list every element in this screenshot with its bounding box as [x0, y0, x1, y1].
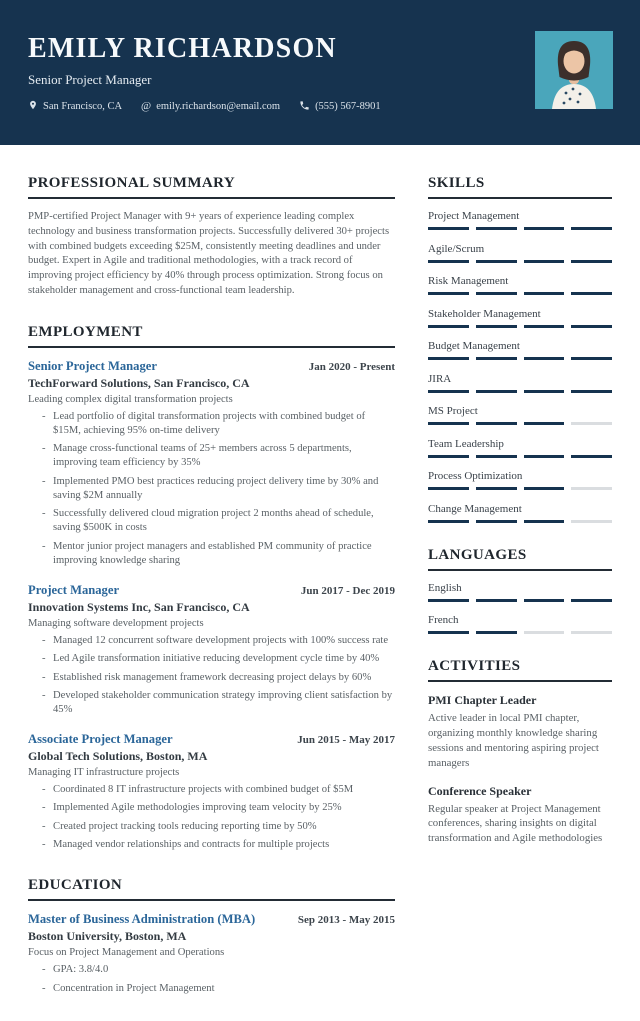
education-description: Focus on Project Management and Operations	[28, 947, 225, 959]
skills-section	[428, 175, 612, 523]
skill-level-bar	[428, 260, 612, 263]
language-label: French	[428, 614, 459, 626]
job-company: Global Tech Solutions, Boston, MA	[28, 749, 208, 763]
skill-label: Project Management	[428, 210, 520, 222]
job-description: Managing software development projects	[28, 617, 204, 629]
skill-item	[428, 438, 612, 458]
job-company: Innovation Systems Inc, San Francisco, CA	[28, 599, 250, 614]
job-bullet: - Mentor junior project managers and established PM community of practice improving knowledge sharing	[42, 540, 395, 568]
job-title: Project Manager	[28, 582, 120, 597]
email-text: emily.richardson@email.com	[156, 101, 281, 112]
job-bullet: - Manage cross-functional teams of 25+ members across 5 departments, improving team efficiency by 35%	[42, 442, 395, 470]
location-pin-icon	[28, 99, 38, 114]
activity-text: Regular speaker at Project Management conferences, sharing insights on digital transformation and Agile methodologies	[428, 802, 603, 845]
job-entry	[28, 583, 395, 717]
person-job-title: Senior Project Manager	[28, 72, 152, 87]
skill-item	[428, 275, 612, 295]
job-bullet: - Created project tracking tools reducing reporting time by 50%	[42, 820, 395, 834]
languages-section	[428, 547, 612, 635]
skill-item	[428, 308, 612, 328]
job-bullet: - Successfully delivered cloud migration project 2 months ahead of schedule, saving $500K in costs	[42, 507, 395, 535]
skill-item	[428, 405, 612, 425]
education-date: Sep 2013 - May 2015	[297, 914, 395, 927]
language-level-bar	[428, 631, 612, 634]
skill-item	[428, 210, 612, 230]
activities-section	[428, 658, 612, 846]
contact-location	[28, 99, 122, 114]
employment-section	[28, 324, 395, 852]
skill-label: MS Project	[428, 405, 478, 417]
email-at-icon: @	[141, 100, 152, 112]
language-item	[428, 614, 612, 634]
education-bullet: - Concentration in Project Management	[42, 982, 395, 996]
education-heading: EDUCATION	[28, 877, 395, 901]
job-description: Managing IT infrastructure projects	[28, 767, 180, 778]
skill-level-bar	[428, 292, 612, 295]
skill-item	[428, 243, 612, 263]
job-entry	[28, 732, 395, 852]
skill-level-bar	[428, 520, 612, 523]
activity-item	[428, 784, 612, 847]
job-date: Jun 2015 - May 2017	[297, 734, 395, 746]
skill-label: Change Management	[428, 502, 522, 515]
summary-text: PMP-certified Project Manager with 9+ years of experience leading complex technology and business transformation projects. Successfully delivered 30+ projects with combined budgets exceeding $25M, consistently meeting deadlines and under budget. Expert in Agile and traditional methodologies, with a track record of improving project efficiency by 40% through process optimization. Strong focus on stakeholder management and cross-functional team leadership.	[28, 211, 390, 297]
job-entry	[28, 359, 395, 568]
job-company: TechForward Solutions, San Francisco, CA	[28, 375, 250, 390]
job-bullet: - Developed stakeholder communication strategy improving client satisfaction by 45%	[42, 689, 395, 717]
job-bullet: - Established risk management framework decreasing project delays by 60%	[42, 671, 395, 685]
job-bullet: - Led Agile transformation initiative reducing development cycle time by 40%	[42, 652, 395, 666]
job-bullet: - Implemented PMO best practices reducing project delivery time by 30% and saving $2M annually	[42, 475, 395, 503]
skill-item	[428, 373, 612, 393]
skill-label: Risk Management	[428, 275, 509, 287]
job-bullet: - Implemented Agile methodologies improving team velocity by 25%	[42, 801, 395, 815]
language-label: English	[428, 581, 462, 594]
activity-text: Active leader in local PMI chapter, organizing monthly knowledge sharing sessions and mentoring aspiring project managers	[428, 712, 599, 769]
phone-text: (555) 567-8901	[315, 101, 381, 112]
job-bullet-list	[42, 634, 395, 717]
summary-heading: PROFESSIONAL SUMMARY	[28, 175, 395, 199]
skill-item	[428, 340, 612, 360]
job-bullet: - Managed 12 concurrent software development projects with 100% success rate	[42, 634, 395, 648]
job-description: Leading complex digital transformation projects	[28, 393, 233, 405]
skill-level-bar	[428, 357, 612, 360]
skill-label: Team Leadership	[428, 437, 504, 450]
languages-heading: LANGUAGES	[428, 547, 612, 571]
skill-label: Stakeholder Management	[428, 307, 541, 320]
school-name: Boston University, Boston, MA	[28, 929, 187, 944]
job-title: Associate Project Manager	[28, 732, 173, 746]
job-bullet: - Coordinated 8 IT infrastructure projects with combined budget of $5M	[42, 783, 395, 797]
skill-item	[428, 503, 612, 523]
skill-label: Agile/Scrum	[428, 242, 485, 255]
skill-label: Budget Management	[428, 340, 520, 352]
person-name: EMILY RICHARDSON	[28, 33, 337, 64]
job-date: Jan 2020 - Present	[308, 360, 395, 373]
job-bullet-list	[42, 783, 395, 852]
contact-phone	[299, 100, 381, 114]
activity-title: Conference Speaker	[428, 783, 532, 798]
summary-section	[28, 175, 395, 299]
skill-label: Process Optimization	[428, 470, 523, 482]
language-item	[428, 582, 612, 602]
skill-label: JIRA	[428, 372, 452, 385]
education-bullet: - GPA: 3.8/4.0	[42, 963, 395, 977]
education-entry	[28, 912, 395, 995]
skills-heading: SKILLS	[428, 175, 612, 199]
activity-title: PMI Chapter Leader	[428, 693, 537, 707]
sidebar-column	[428, 175, 612, 1021]
skill-level-bar	[428, 390, 612, 393]
education-bullet-list	[42, 963, 395, 995]
skill-level-bar	[428, 422, 612, 425]
skill-level-bar	[428, 455, 612, 458]
header	[0, 0, 640, 145]
employment-heading: EMPLOYMENT	[28, 324, 395, 348]
job-date: Jun 2017 - Dec 2019	[300, 584, 395, 597]
job-bullet: - Lead portfolio of digital transformation projects with combined budget of $15M, achieving 95% on-time delivery	[42, 410, 395, 438]
phone-icon	[299, 100, 310, 114]
location-text: San Francisco, CA	[43, 101, 123, 112]
skill-level-bar	[428, 227, 612, 230]
job-bullet-list	[42, 410, 395, 568]
degree-title: Master of Business Administration (MBA)	[28, 912, 256, 927]
education-section	[28, 877, 395, 995]
main-column	[28, 175, 395, 1021]
job-bullet: - Managed vendor relationships and contracts for multiple projects	[42, 838, 395, 852]
skill-level-bar	[428, 487, 612, 490]
activities-heading: ACTIVITIES	[428, 658, 612, 682]
contact-email	[141, 101, 280, 112]
job-title: Senior Project Manager	[28, 358, 157, 373]
language-level-bar	[428, 599, 612, 602]
skill-level-bar	[428, 325, 612, 328]
skill-item	[428, 470, 612, 490]
profile-photo	[535, 31, 613, 109]
activity-item	[428, 693, 612, 771]
